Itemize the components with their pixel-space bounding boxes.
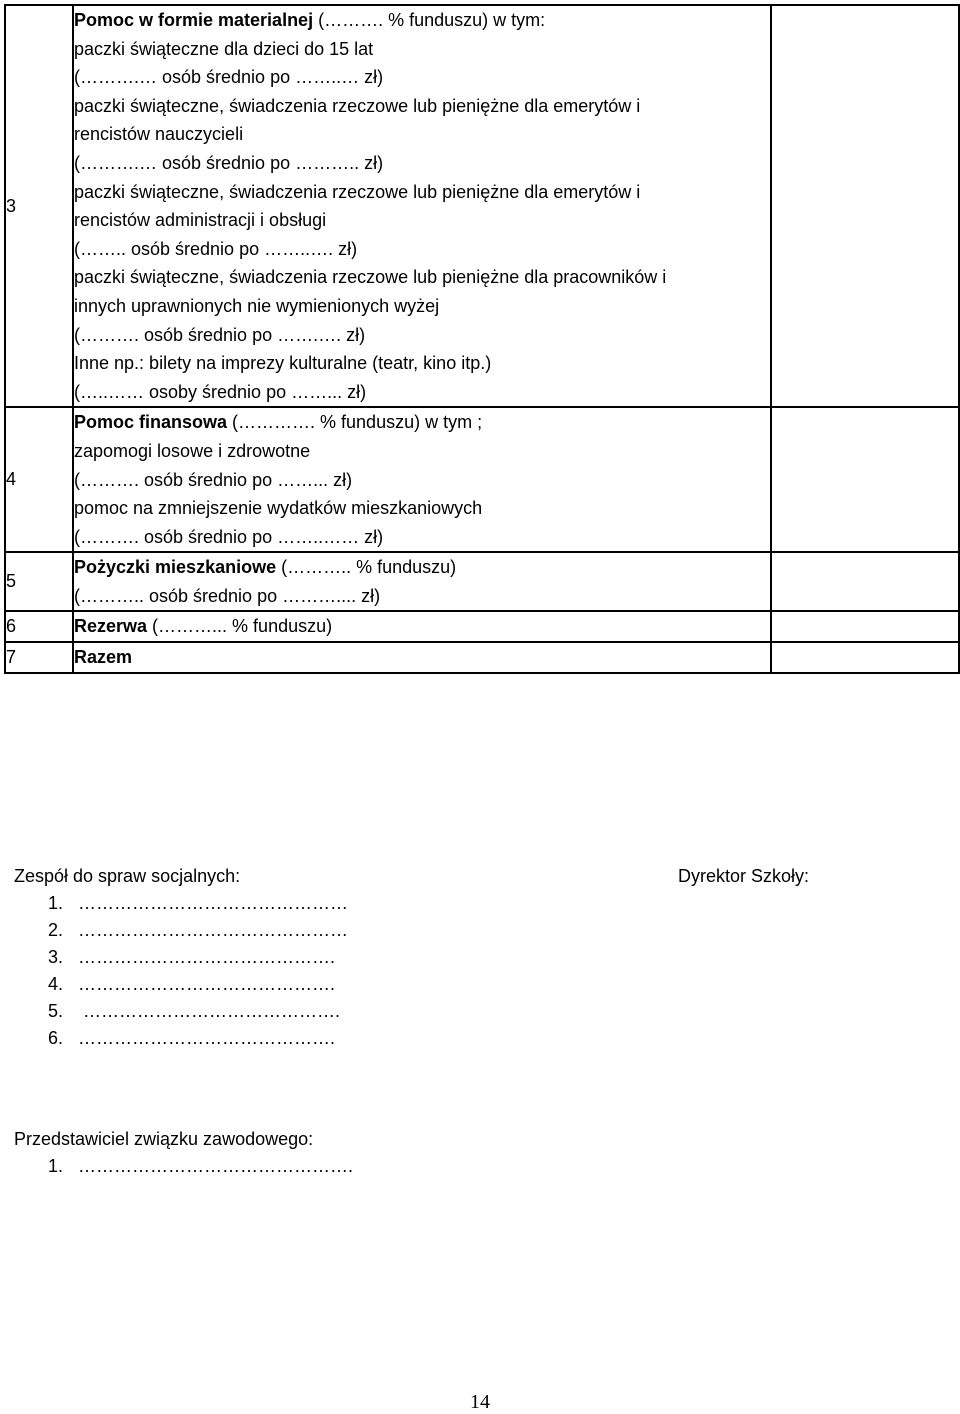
line: (…….. osób średnio po ……..…. zł) — [74, 238, 358, 259]
table-row — [5, 407, 959, 552]
union-title: Przedstawiciel związku zawodowego: — [14, 1129, 314, 1149]
line — [74, 553, 770, 582]
line: Inne np.: bilety na imprezy kulturalne (teatr, kino itp.) — [74, 353, 492, 374]
table-row — [5, 5, 959, 407]
bold-heading: Razem — [74, 647, 133, 668]
line-rest: (………... % funduszu) — [147, 616, 333, 637]
signature-dots: ……………………………………. — [78, 974, 336, 994]
signature-line — [14, 998, 348, 1025]
signature-dots: ……………………………………. — [78, 1028, 336, 1048]
empty-cell — [771, 552, 959, 611]
signature-line — [14, 944, 348, 971]
bold-heading: Rezerwa — [74, 616, 148, 637]
line: (………. osób średnio po ……..…… zł) — [74, 526, 384, 547]
signature-index: 1. — [48, 1156, 64, 1176]
bold-heading: Pożyczki mieszkaniowe — [74, 557, 277, 578]
row-number: 7 — [5, 642, 73, 673]
signature-dots: ……………………………………… — [78, 920, 348, 940]
fund-table — [4, 4, 960, 674]
line: (…..…… osoby średnio po ……... zł) — [74, 381, 367, 402]
signature-index: 6. — [48, 1028, 64, 1048]
signature-line — [14, 1153, 353, 1180]
bold-heading: Pomoc finansowa — [74, 412, 228, 433]
row-description — [73, 552, 771, 611]
row-description — [73, 611, 771, 642]
line: (……….. osób średnio po ……….... zł) — [74, 585, 381, 606]
signature-line — [14, 1025, 348, 1052]
table-row — [5, 642, 959, 673]
line: (……….… osób średnio po ……….. zł) — [74, 152, 384, 173]
line — [74, 6, 770, 35]
signature-line — [14, 971, 348, 998]
row-number: 6 — [5, 611, 73, 642]
director-signature — [678, 863, 809, 890]
line — [74, 612, 770, 641]
signature-index: 2. — [48, 920, 64, 940]
line: paczki świąteczne, świadczenia rzeczowe lub pieniężne dla pracowników i — [74, 267, 667, 288]
signature-line — [14, 917, 348, 944]
page-number: 14 — [470, 1391, 490, 1413]
line: paczki świąteczne, świadczenia rzeczowe lub pieniężne dla emerytów i — [74, 95, 641, 116]
signature-line — [14, 890, 348, 917]
empty-cell — [771, 5, 959, 407]
signature-dots: ……………………………………. — [78, 947, 336, 967]
signature-index: 3. — [48, 947, 64, 967]
row-number: 4 — [5, 407, 73, 552]
signature-dots: ………………………………………. — [78, 1156, 354, 1176]
signature-dots: ……………………………………… — [78, 893, 348, 913]
line: rencistów administracji i obsługi — [74, 210, 327, 231]
empty-cell — [771, 642, 959, 673]
director-title: Dyrektor Szkoły: — [678, 866, 810, 886]
signature-index: 4. — [48, 974, 64, 994]
line: rencistów nauczycieli — [74, 124, 244, 145]
empty-cell — [771, 407, 959, 552]
line: paczki świąteczne dla dzieci do 15 lat — [74, 38, 374, 59]
line-rest: (……….. % funduszu) — [276, 557, 457, 578]
line: innych uprawnionych nie wymienionych wyżej — [74, 295, 440, 316]
committee-title: Zespół do spraw socjalnych: — [14, 866, 241, 886]
line: pomoc na zmniejszenie wydatków mieszkaniowych — [74, 498, 483, 519]
line: (………. osób średnio po ……... zł) — [74, 469, 353, 490]
bold-heading: Pomoc w formie materialnej — [74, 10, 314, 30]
empty-cell — [771, 611, 959, 642]
row-description — [73, 407, 771, 552]
signature-dots: ……………………………………. — [78, 1001, 341, 1021]
signature-index: 1. — [48, 893, 64, 913]
table-row — [5, 611, 959, 642]
line — [74, 408, 770, 437]
line: zapomogi losowe i zdrowotne — [74, 440, 311, 461]
row-number: 3 — [5, 5, 73, 407]
table-row — [5, 552, 959, 611]
line: (………. osób średnio po …….…. zł) — [74, 324, 366, 345]
committee-signatures — [14, 863, 348, 1052]
row-number: 5 — [5, 552, 73, 611]
row-description — [73, 642, 771, 673]
line: paczki świąteczne, świadczenia rzeczowe lub pieniężne dla emerytów i — [74, 181, 641, 202]
line: (……….… osób średnio po ……..… zł) — [74, 67, 384, 88]
line-rest: (………. % funduszu) w tym: — [313, 10, 546, 30]
line-rest: (…………. % funduszu) w tym ; — [227, 412, 483, 433]
row-description — [73, 5, 771, 407]
signature-index: 5. — [48, 1001, 64, 1021]
union-signature — [14, 1126, 353, 1180]
